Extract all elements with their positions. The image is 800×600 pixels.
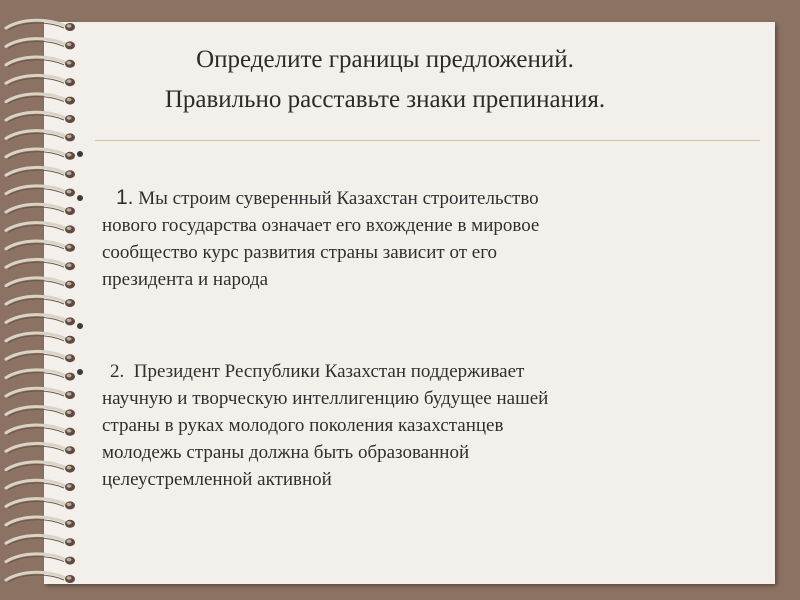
item-2-text-1: Президент Республики Казахстан поддерживает [133, 361, 525, 382]
item-1-bullet [77, 195, 83, 201]
item-1-line-3: сообщество курс развития страны зависит от его [102, 242, 498, 263]
item-2-line-3: страны в руках молодого поколения казахстанцев [102, 415, 504, 436]
binding-ring [6, 20, 75, 31]
exercise-item-1 [102, 184, 752, 293]
binding-ring [6, 554, 75, 565]
binding-ring [6, 278, 75, 289]
slide-title [60, 40, 710, 120]
binding-ring [6, 296, 75, 307]
binding-ring [6, 167, 75, 178]
binding-ring [6, 241, 75, 252]
binding-ring [6, 517, 75, 528]
item-2-number: 2. [110, 361, 125, 382]
item-1-line-2: нового государства означает его вхождение в мировое [102, 215, 540, 236]
binding-ring [6, 499, 75, 510]
title-line-1: Определите границы предложений. [196, 46, 574, 73]
binding-ring [6, 480, 75, 491]
item-2-line-1 [102, 358, 752, 385]
binding-ring [6, 572, 75, 583]
item-2-line-4: молодежь страны должна быть образованной [102, 442, 470, 463]
binding-ring [6, 223, 75, 234]
title-line-2: Правильно расставьте знаки препинания. [164, 86, 606, 113]
binding-ring [6, 462, 75, 473]
binding-ring [6, 535, 75, 546]
empty-bullet [77, 151, 83, 157]
binding-ring [6, 186, 75, 197]
binding-ring [6, 351, 75, 362]
binding-ring [6, 259, 75, 270]
empty-bullet [77, 323, 83, 329]
item-2-line-5: целеустремленной активной [102, 469, 332, 490]
item-1-line-4: президента и народа [102, 269, 269, 290]
binding-ring [6, 204, 75, 215]
binding-ring [6, 407, 75, 418]
binding-ring [6, 443, 75, 454]
binding-ring [6, 333, 75, 344]
binding-ring [6, 370, 75, 381]
binding-ring [6, 149, 75, 160]
item-2-bullet [77, 369, 83, 375]
exercise-item-2 [102, 358, 752, 493]
item-1-number: 1. [116, 186, 134, 209]
binding-ring [6, 425, 75, 436]
item-1-line-1 [102, 184, 752, 212]
binding-ring [6, 388, 75, 399]
item-1-text-1: Мы строим суверенный Казахстан строительство [138, 188, 539, 209]
binding-ring [6, 131, 75, 142]
title-divider [95, 140, 760, 141]
binding-ring [6, 315, 75, 326]
item-2-line-2: научную и творческую интеллигенцию будущее нашей [102, 388, 549, 409]
